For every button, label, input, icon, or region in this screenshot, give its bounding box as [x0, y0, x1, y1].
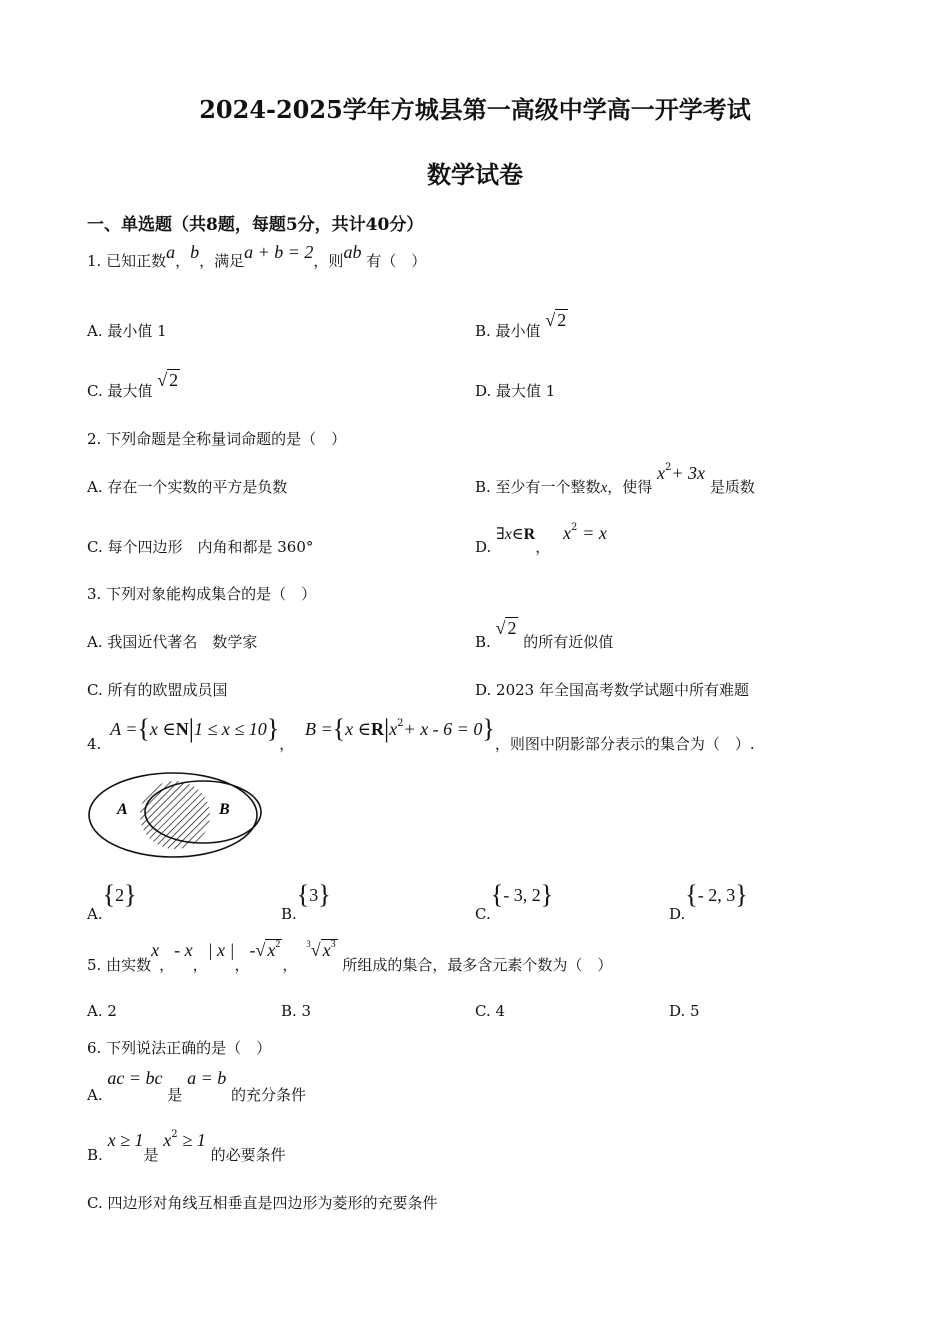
sqrt-x-squared: √ $x^2$ — [255, 939, 281, 960]
q5-elem-1: x — [151, 940, 160, 960]
q4-setB-R: R — [370, 719, 384, 739]
q2-option-b-expr-sup: 2 — [665, 462, 672, 473]
brace-close: } — [540, 880, 554, 909]
brace-open: { — [137, 714, 150, 743]
q4-number: 4. — [87, 735, 102, 753]
q1-option-a: A. 最小值 1 — [87, 322, 167, 340]
q5-pre: 5. 由实数 — [87, 956, 152, 974]
q2-option-d-eq: = x — [582, 523, 607, 543]
q5-sep: ， — [192, 956, 208, 974]
q3-option-a: A. 我国近代著名 数学家 — [87, 633, 258, 651]
q5-sep: ， — [234, 956, 250, 974]
q4-setB-x: x ∈ — [345, 719, 371, 739]
cube-root-x-cubed: $^3$√ $x^3$ — [306, 939, 336, 960]
q4-option-b — [281, 878, 331, 923]
q4-option-c-label: C. — [475, 905, 491, 923]
venn-diagram — [85, 768, 265, 862]
q1-var-a: a — [166, 242, 176, 262]
q6-option-b — [87, 1129, 286, 1164]
q4-option-d — [669, 878, 748, 923]
q6-option-a — [87, 1068, 307, 1104]
q1-tail: 有（ ） — [366, 252, 427, 270]
q2-option-d-sup: 2 — [571, 522, 578, 533]
q2-option-d-comma: ， — [535, 538, 551, 556]
q2-option-b-expr-rest: + 3x — [671, 463, 706, 483]
q4-setB-xx: x — [389, 719, 398, 739]
q4-setA-pre: A = — [110, 719, 138, 739]
sqrt-radicand: $x^2$ — [267, 939, 281, 960]
q4-setB-pre: B = — [304, 719, 333, 739]
brace-open: { — [685, 880, 698, 909]
question-4-stem — [87, 712, 755, 753]
brace-open: { — [296, 880, 310, 909]
q5-option-c: C. 4 — [475, 1002, 506, 1020]
q5-option-d: D. 5 — [669, 1002, 700, 1020]
q5-elem-3: | x | — [207, 940, 235, 960]
question-5-stem — [87, 939, 613, 974]
q4-option-c-value: - 3, 2 — [503, 885, 541, 905]
q2-option-b — [475, 462, 755, 496]
brace-open: { — [332, 714, 346, 743]
q6-option-b-label: B. — [87, 1146, 103, 1164]
q3-option-b-label: B. — [475, 633, 491, 651]
brace-close: } — [735, 880, 748, 909]
brace-open: { — [490, 880, 504, 909]
question-6-stem: 6. 下列说法正确的是（ ） — [87, 1039, 272, 1057]
q5-sep: ， — [159, 956, 175, 974]
q4-setA-cond: 1 ≤ x ≤ 10 — [193, 719, 267, 739]
q6-option-b-expr-2-sup: 2 — [171, 1129, 178, 1140]
sqrt-2: √ 2 — [495, 618, 517, 638]
q4-option-d-label: D. — [669, 905, 686, 923]
q6-option-b-expr-2-x: x — [163, 1130, 172, 1150]
q6-option-c: C. 四边形对角线互相垂直是四边形为菱形的充要条件 — [87, 1194, 438, 1212]
venn-label-a: A — [117, 801, 128, 818]
q1-var-ab: ab — [343, 242, 362, 262]
q3-option-b-post: 的所有近似值 — [523, 633, 614, 651]
q4-setA-N: N — [175, 719, 189, 739]
q1-option-c — [87, 370, 180, 400]
q2-option-a: A. 存在一个实数的平方是负数 — [87, 478, 288, 496]
q2-option-d — [475, 522, 607, 556]
exam-subtitle: 数学试卷 — [427, 160, 523, 189]
q1-sep: ， — [175, 252, 191, 270]
sqrt-2-radicand: 2 — [507, 618, 517, 638]
q2-option-b-post: 是质数 — [709, 478, 755, 496]
q1-option-b-label: B. 最小值 — [475, 322, 541, 340]
sqrt-2: √ 2 — [545, 310, 567, 330]
q1-option-b — [475, 310, 568, 340]
q1-option-c-label: C. 最大值 — [87, 382, 153, 400]
divider-bar: | — [383, 714, 390, 743]
q4-option-b-label: B. — [281, 905, 297, 923]
q5-option-a: A. 2 — [87, 1002, 117, 1020]
q4-option-d-value: - 2, 3 — [697, 885, 736, 905]
q1-number: 1. 已知正数 — [87, 252, 167, 270]
q4-option-a-label: A. — [87, 905, 103, 923]
venn-label-b: B — [219, 801, 230, 818]
brace-close: } — [318, 880, 331, 909]
q2-option-b-x: x — [600, 480, 608, 496]
brace-close: } — [124, 880, 137, 909]
q3-option-d: D. 2023 年全国高考数学试题中所有难题 — [475, 681, 749, 699]
q4-option-a-value: 2 — [115, 885, 125, 905]
q4-tail: ，则图中阴影部分表示的集合为（ ）. — [494, 735, 755, 753]
brace-close: } — [266, 714, 280, 743]
q2-option-d-exists: ∃x∈ — [496, 526, 524, 543]
q6-option-a-expr-2: a = b — [187, 1068, 227, 1088]
q5-sep: ， — [282, 956, 298, 974]
q4-option-c — [475, 878, 554, 923]
question-3-stem: 3. 下列对象能构成集合的是（ ） — [87, 585, 317, 603]
q4-option-b-value: 3 — [309, 885, 319, 905]
q5-elem-2: - x — [174, 940, 193, 960]
q2-option-b-mid: ，使得 — [607, 478, 653, 496]
q6-option-a-mid: 是 — [167, 1086, 183, 1104]
q2-option-c: C. 每个四边形 内角和都是 360° — [87, 538, 314, 556]
q5-elem-4-sign: - — [249, 940, 256, 960]
q5-post: 所组成的集合，最多含元素个数为（ ） — [342, 956, 613, 974]
q6-option-a-expr-1: ac = bc — [107, 1068, 163, 1088]
q1-option-d: D. 最大值 1 — [475, 382, 556, 400]
question-1-stem — [87, 242, 427, 271]
q4-option-a — [87, 878, 137, 923]
q3-option-c: C. 所有的欧盟成员国 — [87, 681, 228, 699]
q1-sep: ，满足 — [199, 252, 245, 270]
q2-option-d-label: D. — [475, 538, 492, 556]
sqrt-2-radicand: 2 — [169, 370, 179, 390]
q3-option-b — [475, 618, 614, 651]
q1-then: ，则 — [313, 252, 344, 270]
question-2-stem: 2. 下列命题是全称量词命题的是（ ） — [87, 430, 347, 448]
section-heading: 一、单选题（共8题，每题5分，共计40分） — [87, 215, 424, 235]
q4-setB-sup: 2 — [397, 718, 404, 729]
q1-var-b: b — [190, 242, 200, 262]
q2-option-d-R: R — [523, 526, 536, 543]
exam-title: 2024-2025学年方城县第一高级中学高一开学考试 — [199, 95, 751, 124]
q5-option-b: B. 3 — [281, 1002, 312, 1020]
q4-comma: ， — [279, 735, 295, 753]
q4-setA-x: x ∈ — [149, 719, 176, 739]
q6-option-b-expr-1: x ≥ 1 — [107, 1130, 144, 1150]
q6-option-a-post: 的充分条件 — [231, 1086, 307, 1104]
q4-setB-rest: + x - 6 = 0 — [403, 719, 483, 739]
sqrt-2: √ 2 — [157, 370, 179, 390]
cube-root-radicand: $x^3$ — [322, 939, 336, 960]
brace-open: { — [102, 880, 116, 909]
q6-option-a-label: A. — [87, 1086, 103, 1104]
q2-option-b-expr-x: x — [657, 463, 666, 483]
q6-option-b-mid: 是 — [143, 1146, 159, 1164]
q6-option-b-expr-2-rest: ≥ 1 — [182, 1130, 206, 1150]
q6-option-b-post: 的必要条件 — [210, 1146, 286, 1164]
q2-option-d-x: x — [563, 523, 572, 543]
brace-close: } — [482, 714, 495, 743]
q1-condition: a + b = 2 — [244, 242, 314, 262]
sqrt-2-radicand: 2 — [557, 310, 567, 330]
divider-bar: | — [188, 714, 194, 743]
q2-option-b-pre: B. 至少有一个整数 — [475, 478, 601, 496]
